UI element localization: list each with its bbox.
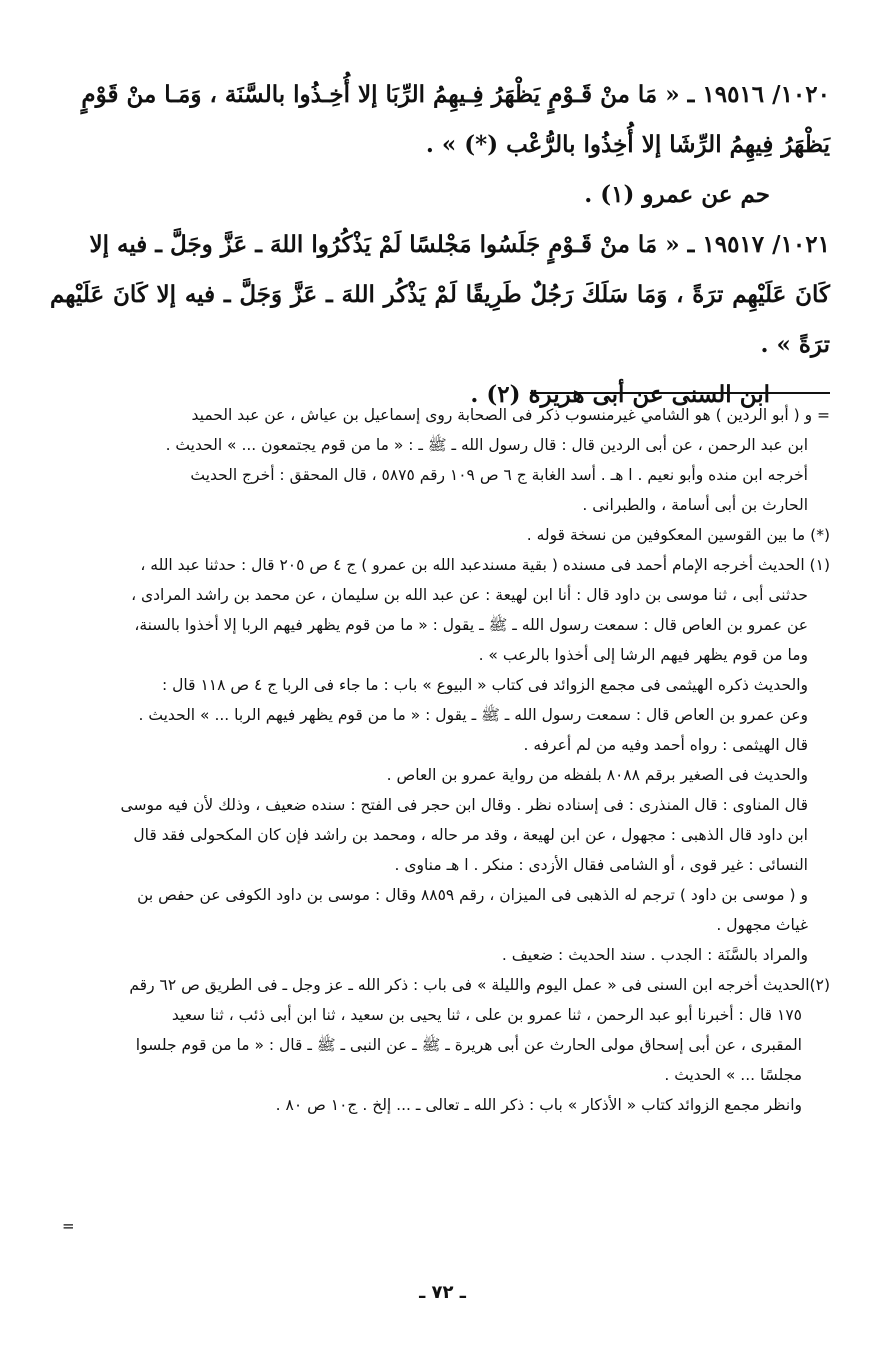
footnote-line: الحارث بن أبى أسامة ، والطبرانى . bbox=[582, 496, 808, 514]
footnote-line: (*) ما بين القوسين المعكوفين من نسخة قوله . bbox=[526, 526, 830, 544]
footnote-line: أخرجه ابن منده وأبو نعيم . ا هـ . أسد الغابة ج ٦ ص ١٠٩ رقم ٥٨٧٥ ، قال المحقق : أخرج الحديث bbox=[190, 466, 808, 484]
footnote-line: المقبرى ، عن أبى إسحاق مولى الحارث عن أبى هريرة ـ ﷺ ـ عن النبى ـ ﷺ ـ قال : « ما من قوم جلسوا bbox=[135, 1036, 802, 1054]
footnote-separator bbox=[530, 392, 830, 394]
footnote-line: قال الهيثمى : رواه أحمد وفيه من لم أعرفه . bbox=[523, 736, 808, 754]
continuation-mark: = bbox=[62, 1217, 75, 1235]
footnote-line: ١٧٥ قال : أخبرنا أبو عبد الرحمن ، ثنا عمرو بن على ، ثنا يحيى بن سعيد ، ثنا ابن أبى ذئب ، ثنا سعيد bbox=[171, 1006, 802, 1024]
footnote-line: غياث مجهول . bbox=[716, 916, 808, 934]
hadith-1021-text-line-1: ١٠٢١/ ١٩٥١٧ ـ « مَا منْ قَـوْمٍ جَلَسُوا مَجْلسًا لَمْ يَذْكُرُوا اللهَ ـ عَزَّ وجَلَّ ـ فيه إلا bbox=[89, 231, 830, 258]
footnotes bbox=[45, 400, 830, 1120]
hadith-1021 bbox=[50, 220, 830, 420]
hadith-1021-source: ابن السنى عن أبى هريرة (٢) . bbox=[470, 381, 770, 408]
footnote-line: وانظر مجمع الزوائد كتاب « الأذكار » باب : ذكر الله ـ تعالى ـ ... إلخ . ج١٠ ص ٨٠ . bbox=[275, 1096, 802, 1114]
footnote-line: عن عمرو بن العاص قال : سمعت رسول الله ـ ﷺ ـ يقول : « ما من قوم يظهر فيهم الربا إلا أخذوا بالسنة، bbox=[134, 616, 808, 634]
hadith-1020-text-line-1: ١٠٢٠/ ١٩٥١٦ ـ « مَا منْ قَـوْمٍ يَظْهَرُ فِـيهِمُ الرِّبَا إلا أُخِـذُوا بالسَّنَة ، وَمَـا منْ قَوْمٍ bbox=[81, 81, 830, 108]
footnote-line: قال المناوى : قال المنذرى : فى إسناده نظر . وقال ابن حجر فى الفتح : سنده ضعيف ، وذلك لأن فيه موسى bbox=[120, 796, 808, 814]
footnote-line: مجلسًا ... » الحديث . bbox=[664, 1066, 802, 1084]
footnote-line: حدثنى أبى ، ثنا موسى بن داود قال : أنا ابن لهيعة : عن عبد الله بن سليمان ، عن محمد بن راشد المرادى ، bbox=[131, 586, 808, 604]
footnote-line: (٢)الحديث أخرجه ابن السنى فى « عمل اليوم والليلة » فى باب : ذكر الله ـ عز وجل ـ فى الطريق ص ٦٢ رقم bbox=[129, 976, 830, 994]
footnote-line: والحديث ذكره الهيثمى فى مجمع الزوائد فى كتاب « البيوع » باب : ما جاء فى الربا ج ٤ ص ١١٨ قال : bbox=[161, 676, 808, 694]
hadith-1020-source: حم عن عمرو (١) . bbox=[584, 181, 770, 208]
footnote-line: والمراد بالسَّنَة : الجدب . سند الحديث : ضعيف . bbox=[501, 946, 808, 964]
footnote-line: و ( موسى بن داود ) ترجم له الذهبى فى الميزان ، رقم ٨٨٥٩ وقال : موسى بن داود الكوفى عن حفص بن bbox=[137, 886, 808, 904]
hadith-1020 bbox=[50, 70, 830, 220]
footnote-line: = و ( أبو الردين ) هو الشامي غيرمنسوب ذكر فى الصحابة روى إسماعيل بن عياش ، عن عبد الحميد bbox=[191, 406, 830, 424]
page-number: ـ ٧٢ ـ bbox=[419, 1282, 466, 1303]
footnote-line: (١) الحديث أخرجه الإمام أحمد فى مسنده ( بقية مسندعبد الله بن عمرو ) ج ٤ ص ٢٠٥ قال : حدثنا عبد الله ، bbox=[140, 556, 830, 574]
hadith-1021-text-line-2: كَانَ عَلَيْهِم ترَةً ، وَمَا سَلَكَ رَجُلٌ طَرِيقًا لَمْ يَذْكُر اللهَ ـ عَزَّ وَجَلَّ ـ فيه إلا كَانَ عَلَيْهم ترَةً » . bbox=[50, 281, 830, 358]
footnote-line: وعن عمرو بن العاص قال : سمعت رسول الله ـ ﷺ ـ يقول : « ما من قوم يظهر فيهم الربا ... » الحديث . bbox=[138, 706, 808, 724]
footnote-line: النسائى : غير قوى ، أو الشامى فقال الأزدى : منكر . ا هـ مناوى . bbox=[394, 856, 808, 874]
footnote-line: والحديث فى الصغير برقم ٨٠٨٨ بلفظه من رواية عمرو بن العاص . bbox=[386, 766, 808, 784]
hadith-1020-text-line-2: يَظْهَرُ فِيهِمُ الرِّشَا إلا أُخِذُوا بالرُّعْب (*) » . bbox=[425, 131, 830, 158]
footnote-line: وما من قوم يظهر فيهم الرشا إلى أخذوا بالرعب » . bbox=[478, 646, 808, 664]
footnote-line: ابن عبد الرحمن ، عن أبى الردين قال : قال رسول الله ـ ﷺ ـ : « ما من قوم يجتمعون ... » الحديث . bbox=[165, 436, 808, 454]
footnote-line: ابن داود قال الذهبى : مجهول ، عن ابن لهيعة ، وقد مر حاله ، ومحمد بن راشد فإن كان المكحولى فقد قال bbox=[133, 826, 808, 844]
